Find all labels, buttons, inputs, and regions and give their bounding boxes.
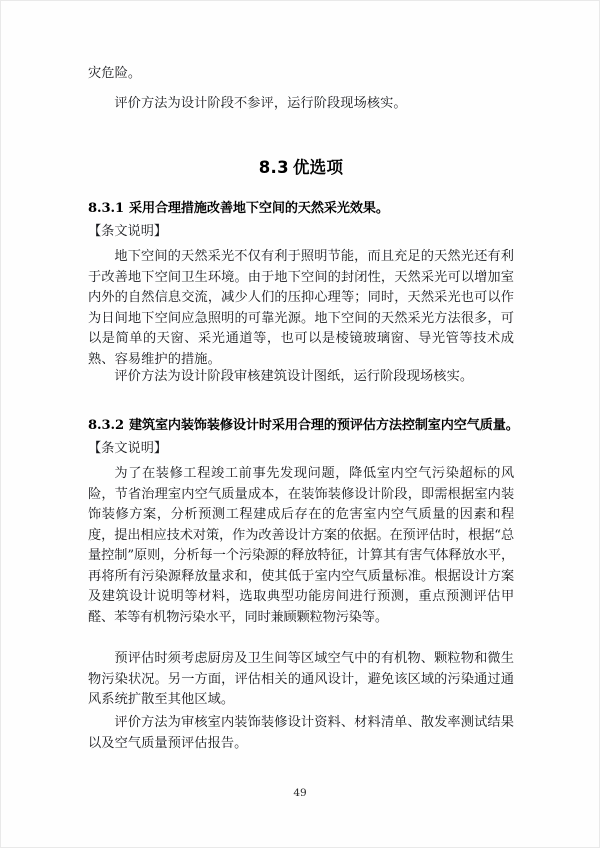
note-label-831 bbox=[88, 222, 514, 243]
evaluation-text: 评价方法为设计阶段不参评，运行阶段现场核实。 bbox=[114, 96, 407, 111]
clause-title-831: 采用合理措施改善地下空间的天然采光效果。 bbox=[128, 201, 389, 216]
continued-paragraph bbox=[88, 64, 514, 85]
evaluation-text-832: 评价方法为审核室内装饰装修设计资料、材料清单、散发率测试结果以及空气质量预评估报告。 bbox=[88, 715, 514, 751]
clause-title-832: 建筑室内装饰装修设计时采用合理的预评估方法控制室内空气质量。 bbox=[128, 418, 519, 433]
clause-heading-831 bbox=[88, 199, 518, 219]
note-body-831 bbox=[88, 247, 514, 370]
note-body-text-832-p2: 预评估时须考虑厨房及卫生间等区域空气中的有机物、颗粒物和微生物污染状况。另一方面，评估相关的通风设计，避免该区域的污染通过通风系统扩散至其他区域。 bbox=[88, 651, 514, 707]
note-body-text: 地下空间的天然采光不仅有利于照明节能，而且充足的天然光还有利于改善地下空间卫生环境。由于地下空间的封闭性，天然采光可以增加室内外的自然信息交流，减少人们的压抑心理等；同时，天然采光也可以作为日间地下空间应急照明的可靠光源。地下空间的天然采光方法很多，可以是简单的天窗、采光通道等，也可以是棱镜玻璃窗、导光管等技术成熟、容易维护的措施。 bbox=[88, 249, 514, 367]
note-label-832 bbox=[88, 439, 514, 460]
note-body-832-p2 bbox=[88, 649, 514, 711]
clause-number-832: 8.3.2 bbox=[88, 418, 124, 433]
note-body-text-832-p1: 为了在装修工程竣工前事先发现问题，降低室内空气污染超标的风险，节省治理室内空气质量成本，在装饰装修设计阶段，即需根据室内装饰装修方案，分析预测工程建成后存在的危害室内空气质量的因素和程度，提出相应技术对策，作为改善设计方案的依据。在预评估时，根据“总量控制”原则，分析每一个污染源的释放特征，计算其有害气体释放水平，再将所有污染源释放量求和，使其低于室内空气质量标准。根据设计方案及建筑设计说明等材料，选取典型功能房间进行预测，重点预测评估甲醛、苯等有机物污染水平，同时兼顾颗粒物污染等。 bbox=[88, 466, 514, 625]
section-title: 优选项 bbox=[292, 158, 344, 177]
continued-text: 灾危险。 bbox=[88, 66, 142, 81]
clause-heading-832 bbox=[88, 416, 520, 436]
section-heading-block bbox=[1, 157, 600, 179]
clause-number-831: 8.3.1 bbox=[88, 201, 124, 216]
page-title bbox=[1, 157, 600, 179]
evaluation-text-831: 评价方法为设计阶段审核建筑设计图纸，运行阶段现场核实。 bbox=[114, 369, 474, 384]
clause-heading-text bbox=[88, 199, 518, 219]
evaluation-paragraph-832 bbox=[88, 713, 514, 754]
note-label-text-832: 【条文说明】 bbox=[88, 441, 168, 456]
evaluation-paragraph-831 bbox=[88, 367, 514, 388]
evaluation-paragraph-top bbox=[88, 94, 514, 115]
note-label-text: 【条文说明】 bbox=[88, 224, 168, 239]
page-number: 49 bbox=[293, 787, 307, 799]
clause-heading-text-832 bbox=[88, 416, 520, 436]
section-number: 8.3 bbox=[258, 158, 289, 177]
note-body-832-p1 bbox=[88, 464, 514, 628]
